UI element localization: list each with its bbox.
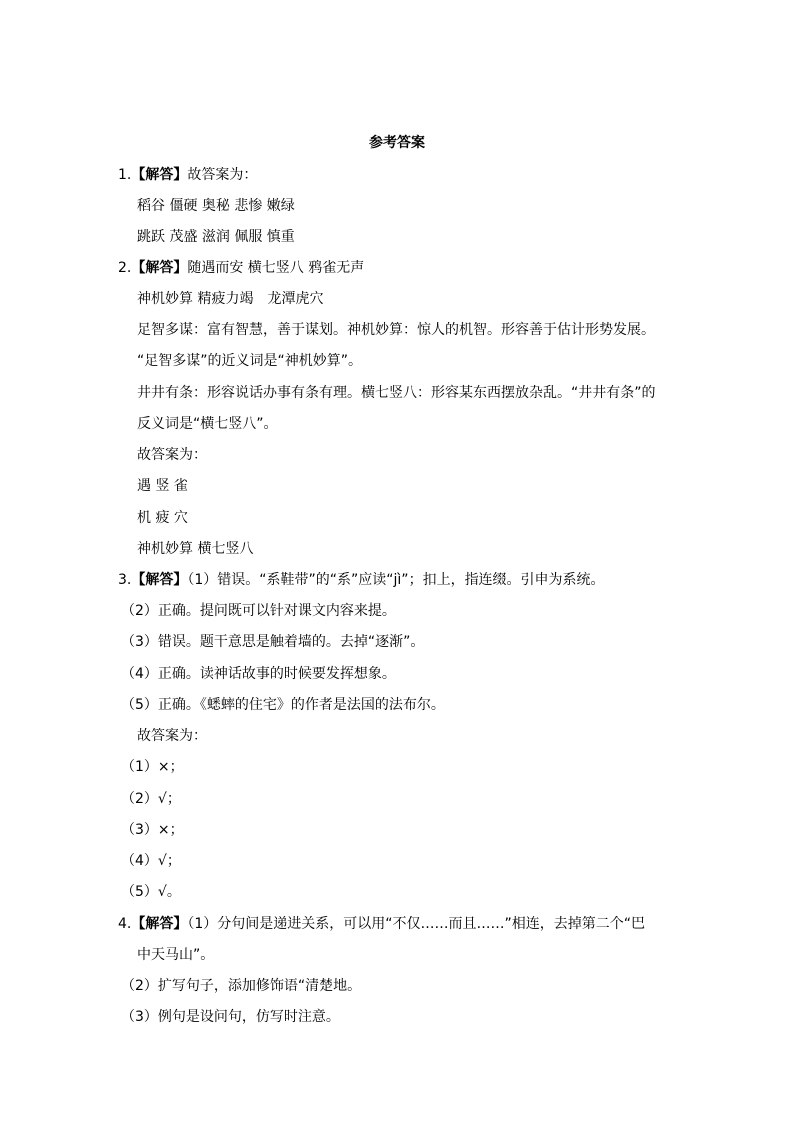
answer-tag: 【解答】 <box>131 572 188 588</box>
line-text: 井井有条：形容说话办事有条有理。横七竖八：形容某东西摆放杂乱。“井井有条”的 <box>137 385 656 401</box>
answer-line <box>137 197 295 215</box>
line-text: 故答案为： <box>187 167 258 183</box>
line-text: （4）√； <box>121 853 181 869</box>
line-text: （3）例句是设问句，仿写时注意。 <box>121 1009 340 1025</box>
line-text: （1）错误。“系鞋带”的“系”应读“jì”；扣上，指连缀。引申为系统。 <box>187 572 605 588</box>
line-text: （5）√。 <box>121 884 181 900</box>
question-number: 2. <box>118 260 132 276</box>
line-text: 机 疲 穴 <box>137 510 188 526</box>
line-text: （1）分句间是递进关系，可以用“不仅……而且……”相连，去掉第二个“巴 <box>187 916 646 932</box>
line-text: （1）×； <box>121 759 184 775</box>
line-text: （3）×； <box>121 822 184 838</box>
answer-line <box>137 290 323 308</box>
line-text: 反义词是“横七竖八”。 <box>137 416 278 432</box>
answer-line <box>121 852 181 870</box>
answer-line <box>137 727 207 745</box>
answer-line <box>137 228 295 246</box>
answer-line <box>121 790 181 808</box>
line-text: 神机妙算 横七竖八 <box>137 541 254 557</box>
answer-line <box>121 665 396 683</box>
answer-line <box>137 352 362 370</box>
line-text: 故答案为： <box>137 447 207 463</box>
question-answer-heading <box>118 915 645 933</box>
answer-line <box>137 477 188 495</box>
answer-tag: 【解答】 <box>131 916 188 932</box>
line-text: （4）正确。读神话故事的时候要发挥想象。 <box>121 666 396 682</box>
question-answer-heading <box>118 571 605 589</box>
line-text: “足智多谋”的近义词是“神机妙算”。 <box>137 353 363 369</box>
question-answer-heading <box>118 259 364 277</box>
line-text: 稻谷 僵硬 奥秘 悲惨 嫩绿 <box>137 198 295 214</box>
line-text: 足智多谋：富有智慧，善于谋划。神机妙算：惊人的机智。形容善于估计形势发展。 <box>137 322 655 338</box>
answer-line <box>121 758 184 776</box>
line-text: 随遇而安 横七竖八 鸦雀无声 <box>187 260 365 276</box>
answer-line <box>137 384 656 402</box>
answer-line <box>121 633 424 651</box>
question-number: 4. <box>118 916 132 932</box>
question-answer-heading <box>118 166 257 184</box>
answer-line <box>121 1008 340 1026</box>
line-text: 故答案为： <box>137 728 207 744</box>
page-title: 参考答案 <box>369 135 425 151</box>
answer-line <box>137 509 188 527</box>
answer-line <box>137 946 214 964</box>
answer-line <box>121 883 181 901</box>
answer-line <box>137 540 253 558</box>
line-text: （2）√； <box>121 791 181 807</box>
answer-line <box>121 696 445 714</box>
answer-tag: 【解答】 <box>131 260 188 276</box>
answer-line <box>137 321 655 339</box>
answer-line <box>121 977 361 995</box>
line-text: 跳跃 茂盛 滋润 佩服 慎重 <box>137 229 295 245</box>
answer-tag: 【解答】 <box>131 167 188 183</box>
answer-line <box>121 602 396 620</box>
answer-line <box>121 821 184 839</box>
answer-line <box>137 415 278 433</box>
line-text: 神机妙算 精疲力竭 龙潭虎穴 <box>137 291 324 307</box>
question-number: 3. <box>118 572 132 588</box>
answer-line <box>137 446 207 464</box>
line-text: （2）正确。提问既可以针对课文内容来提。 <box>121 603 396 619</box>
line-text: （5）正确。《蟋蟀的住宅》的作者是法国的法布尔。 <box>121 697 445 713</box>
line-text: 中天马山”。 <box>137 947 215 963</box>
line-text: 遇 竖 雀 <box>137 478 188 494</box>
line-text: （2）扩写句子，添加修饰语“清楚地。 <box>121 978 362 994</box>
line-text: （3）错误。题干意思是触着墙的。去掉“逐渐”。 <box>121 634 425 650</box>
question-number: 1. <box>118 167 132 183</box>
